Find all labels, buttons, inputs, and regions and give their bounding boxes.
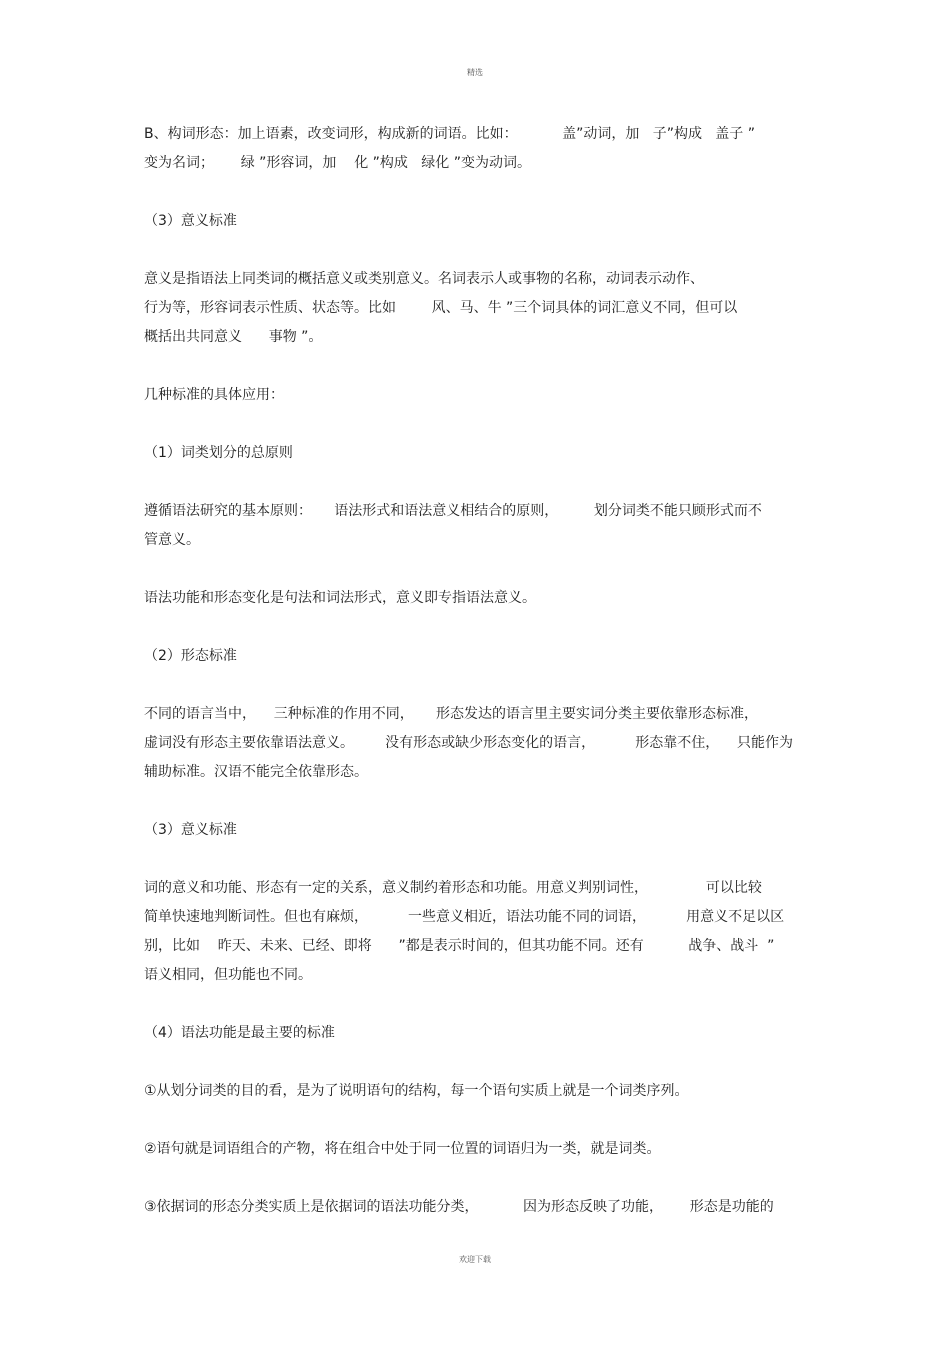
paragraph-point-1 <box>144 1077 814 1106</box>
paragraph-morphology-example <box>144 120 814 178</box>
text-line: 管意义。 <box>144 532 200 548</box>
paragraph-meaning-relation <box>144 874 814 990</box>
text-line: 语法功能和形态变化是句法和词法形式，意义即专指语法意义。 <box>144 590 536 606</box>
paragraph-point-3 <box>144 1193 814 1222</box>
document-body <box>144 120 814 1251</box>
paragraph-basic-principle <box>144 497 814 555</box>
paragraph-grammar-function <box>144 584 814 613</box>
text-line: 遵循语法研究的基本原则： 语法形式和语法意义相结合的原则， 划分词类不能只顾形式而不 <box>144 503 762 519</box>
text-line: 语义相同，但功能也不同。 <box>144 967 312 983</box>
text-line: 辅助标准。汉语不能完全依靠形态。 <box>144 764 368 780</box>
heading-text: 几种标准的具体应用： <box>144 387 284 403</box>
text-line: ③依据词的形态分类实质上是依据词的语法功能分类， 因为形态反映了功能， 形态是功能的 <box>144 1199 774 1215</box>
text-line: 概括出共同意义 事物 ”。 <box>144 329 323 345</box>
heading-text: （4）语法功能是最主要的标准 <box>144 1025 335 1041</box>
section-heading-applications <box>144 381 814 410</box>
text-line: 行为等，形容词表示性质、状态等。比如 风、马、牛 ”三个词具体的词汇意义不同，但可以 <box>144 300 738 316</box>
heading-text: （1）词类划分的总原则 <box>144 445 293 461</box>
text-line: 词的意义和功能、形态有一定的关系，意义制约着形态和功能。用意义判别词性， 可以比较 <box>144 880 762 896</box>
section-heading-meaning-standard <box>144 207 814 236</box>
text-line: 简单快速地判断词性。但也有麻烦， 一些意义相近，语法功能不同的词语， 用意义不足以区 <box>144 909 785 925</box>
text-line: 变为名词； 绿 ”形容词，加 化 ”构成 绿化 ”变为动词。 <box>144 155 531 171</box>
paragraph-point-2 <box>144 1135 814 1164</box>
text-line: ①从划分词类的目的看，是为了说明语句的结构，每一个语句实质上就是一个词类序列。 <box>144 1083 689 1099</box>
section-heading-grammar-function-standard <box>144 1019 814 1048</box>
text-line: 虚词没有形态主要依靠语法意义。 没有形态或缺少形态变化的语言， 形态靠不住， 只能作为 <box>144 735 794 751</box>
heading-text: （2）形态标准 <box>144 648 237 664</box>
text-line: B、构词形态：加上语素，改变词形，构成新的词语。比如： 盖”动词，加 子”构成 盖子 ” <box>144 126 756 142</box>
page-footer-mark: 欢迎下载 <box>459 1255 491 1264</box>
section-heading-morphology-standard <box>144 642 814 671</box>
paragraph-morphology-role <box>144 700 814 787</box>
text-line: 意义是指语法上同类词的概括意义或类别意义。名词表示人或事物的名称，动词表示动作、 <box>144 271 704 287</box>
page-header-mark: 精选 <box>467 68 483 77</box>
paragraph-meaning-definition <box>144 265 814 352</box>
section-heading-general-principle <box>144 439 814 468</box>
heading-text: （3）意义标准 <box>144 213 237 229</box>
section-heading-meaning-standard-2 <box>144 816 814 845</box>
text-line: ②语句就是词语组合的产物，将在组合中处于同一位置的词语归为一类，就是词类。 <box>144 1141 661 1157</box>
text-line: 别，比如 昨天、未来、已经、即将 ”都是表示时间的，但其功能不同。还有 战争、战斗 ” <box>144 938 775 954</box>
text-line: 不同的语言当中， 三种标准的作用不同， 形态发达的语言里主要实词分类主要依靠形态标准， <box>144 706 759 722</box>
heading-text: （3）意义标准 <box>144 822 237 838</box>
